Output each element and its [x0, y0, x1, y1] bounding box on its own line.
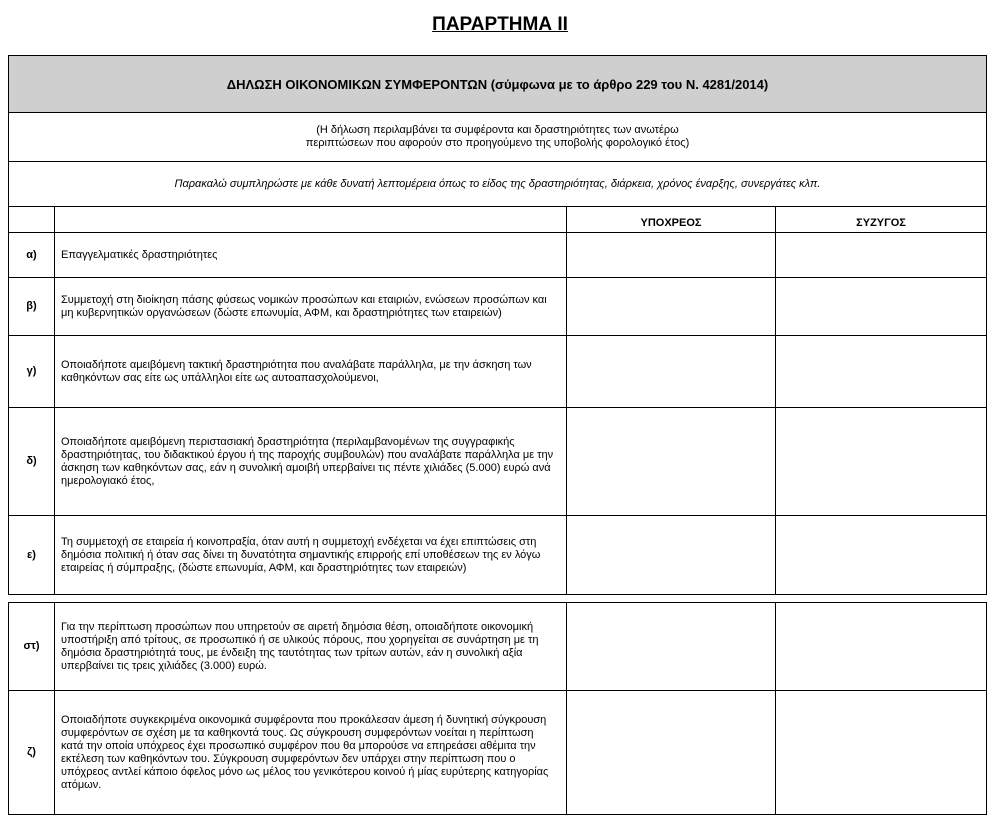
instruction-text: Παρακαλώ συμπληρώστε με κάθε δυνατή λεπτομέρεια όπως το είδος της δραστηριότητας, διάρκεια, χρόνος έναρξης, συνεργάτες κλπ. [9, 162, 987, 207]
row-description: Για την περίπτωση προσώπων που υπηρετούν σε αιρετή δημόσια θέση, οποιαδήποτε οικονομική υποστήριξη από τρίτους, σε προσωπικό ή σε υλικούς πόρους, που χορηγείται σε συνάρτηση με τη δημόσια δραστηριότητά τους, με ένδειξη της ταυτότητας των τρίτων αυτών, εάν η συνολική αξία υπερβαίνει τις τρεις χιλιάδες (3.000) ευρώ. [55, 603, 567, 691]
table-row [9, 233, 987, 278]
table-row [9, 516, 987, 595]
row-letter: ζ) [9, 691, 55, 815]
spouse-input-cell[interactable] [776, 336, 987, 408]
obligor-input-cell[interactable] [567, 233, 776, 278]
table-header: ΔΗΛΩΣΗ ΟΙΚΟΝΟΜΙΚΩΝ ΣΥΜΦΕΡΟΝΤΩΝ (σύμφωνα με το άρθρο 229 του Ν. 4281/2014) [9, 56, 987, 113]
row-description: Οποιαδήποτε συγκεκριμένα οικονομικά συμφέροντα που προκάλεσαν άμεση ή δυνητική σύγκρουση συμφερόντων σε σχέση με τα καθηκοντά τους. Ως σύγκρουση συμφερόντων νοείται η περίπτωση κατά την οποία υπόχρεος έχει προσωπικό συμφέρον που θα μπορούσε να επηρεάσει αθέμιτα την εκτέλεση των καθηκόντων του. Σύγκρουση συμφερόντων δεν υπάρχει στην περίπτωση που ο υπόχρεος αντλεί κάποιο όφελος μόνο ως μέλος του γενικότερου κοινού ή μίας ευρύτερης κατηγορίας ατόμων. [55, 691, 567, 815]
row-description: Οποιαδήποτε αμειβόμενη περιστασιακή δραστηριότητα (περιλαμβανομένων της συγγραφικής δραστηριότητας, του διδακτικού έργου ή της παροχής συμβουλών) που αναλάβατε παράλληλα με την άσκηση των καθηκόντων σας, εάν η συνολική αμοιβή υπερβαίνει τις πέντε χιλιάδες (5.000) ευρώ ανά ημερολογιακό έτος, [55, 408, 567, 516]
declaration-table-bottom [8, 602, 987, 815]
row-letter: δ) [9, 408, 55, 516]
row-letter: β) [9, 278, 55, 336]
declaration-table-top [8, 55, 987, 595]
table-row [9, 691, 987, 815]
column-header-obligor: ΥΠΟΧΡΕΟΣ [567, 207, 776, 233]
table-row [9, 336, 987, 408]
note-line-1: (Η δήλωση περιλαμβάνει τα συμφέροντα και δραστηριότητες των ανωτέρω [316, 124, 679, 136]
spouse-input-cell[interactable] [776, 278, 987, 336]
spouse-input-cell[interactable] [776, 603, 987, 691]
row-letter: στ) [9, 603, 55, 691]
obligor-input-cell[interactable] [567, 691, 776, 815]
spouse-input-cell[interactable] [776, 408, 987, 516]
table-row [9, 278, 987, 336]
note-line-2: περιπτώσεων που αφορούν στο προηγούμενο της υποβολής φορολογικό έτος) [305, 137, 690, 149]
header-blank-desc [55, 207, 567, 233]
declaration-note [9, 113, 987, 162]
page-title: ΠΑΡΑΡΤΗΜΑ ΙΙ [432, 14, 568, 35]
spouse-input-cell[interactable] [776, 691, 987, 815]
obligor-input-cell[interactable] [567, 516, 776, 595]
column-header-spouse: ΣΥΖΥΓΟΣ [776, 207, 987, 233]
table-row [9, 408, 987, 516]
obligor-input-cell[interactable] [567, 278, 776, 336]
row-description: Συμμετοχή στη διοίκηση πάσης φύσεως νομικών προσώπων και εταιριών, ενώσεων προσώπων και μη κυβερνητικών οργανώσεων (δώστε επωνυμία, ΑΦΜ, και δραστηριότητες των εταιρειών) [55, 278, 567, 336]
header-blank-letter [9, 207, 55, 233]
row-description: Τη συμμετοχή σε εταιρεία ή κοινοπραξία, όταν αυτή η συμμετοχή ενδέχεται να έχει επιπτώσεις στη δημόσια πολιτική ή όταν σας δίνει τη δυνατότητα σημαντικής επιρροής επί υποθέσεων της εν λόγω εταιρείας ή σύμπραξης, (δώστε επωνυμία, ΑΦΜ, και δραστηριότητες των εταιρειών) [55, 516, 567, 595]
obligor-input-cell[interactable] [567, 603, 776, 691]
spouse-input-cell[interactable] [776, 233, 987, 278]
row-letter: α) [9, 233, 55, 278]
table-row [9, 603, 987, 691]
row-description: Επαγγελματικές δραστηριότητες [55, 233, 567, 278]
row-letter: ε) [9, 516, 55, 595]
spouse-input-cell[interactable] [776, 516, 987, 595]
row-description: Οποιαδήποτε αμειβόμενη τακτική δραστηριότητα που αναλάβατε παράλληλα, με την άσκηση των καθηκόντων σας είτε ως υπάλληλοι είτε ως αυτοαπασχολούμενοι, [55, 336, 567, 408]
row-letter: γ) [9, 336, 55, 408]
obligor-input-cell[interactable] [567, 408, 776, 516]
obligor-input-cell[interactable] [567, 336, 776, 408]
